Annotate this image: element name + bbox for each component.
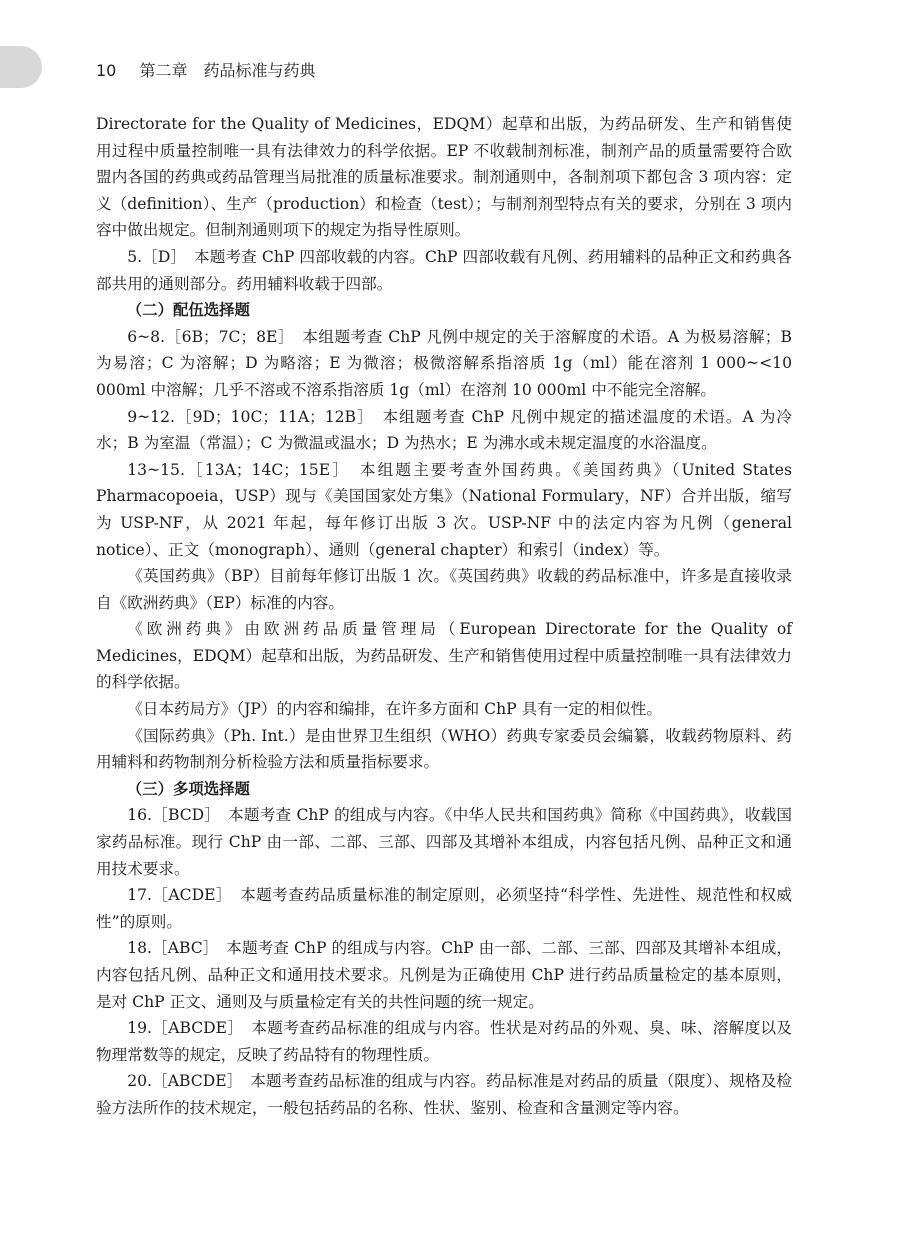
paragraph: 18.［ABC］ 本题考查 ChP 的组成与内容。ChP 由一部、二部、三部、四部及其增补本组成，内容包括凡例、品种正文和通用技术要求。凡例是为正确使用 ChP 进行药品质量检定的基本原则，是对 ChP 正文、通则及与质量检定有关的共性问题的统一规定。 — [96, 939, 792, 1011]
page-number: 10 — [96, 61, 117, 80]
section-heading: （二）配伍选择题 — [126, 301, 250, 320]
paragraph: 17.［ACDE］ 本题考查药品质量标准的制定原则，必须坚持“科学性、先进性、规范性和权威性”的原则。 — [96, 886, 792, 931]
body-text — [96, 111, 792, 1122]
running-header — [96, 58, 315, 81]
paragraph: Directorate for the Quality of Medicines，EDQM）起草和出版，为药品研发、生产和销售使用过程中质量控制唯一具有法律效力的科学依据。EP 不收载制剂标准，制剂产品的质量需要符合欧盟内各国的药典或药品管理当局批准的质量标准要求。制剂通则中，各制剂项下都包含 3 项内容：定义（definition）、生产（production）和检查（test）；与制剂剂型特点有关的要求，分别在 3 项内容中做出规定。但制剂通则项下的规定为指导性原则。 — [96, 115, 792, 240]
paragraph: 19.［ABCDE］ 本题考查药品标准的组成与内容。性状是对药品的外观、臭、味、溶解度以及物理常数等的规定，反映了药品特有的物理性质。 — [96, 1019, 792, 1064]
paragraph: 13~15.［13A；14C；15E］ 本组题主要考查外国药典。《美国药典》（United States Pharmacopoeia，USP）现与《美国国家处方集》（National Formulary，NF）合并出版，缩写为 USP-NF，从 2021 年起，每年修订出版 3 次。USP-NF 中的法定内容为凡例（general notice）、正文（monograph）、通则（general chapter）和索引（index）等。 — [96, 460, 792, 559]
paragraph: 《日本药局方》（JP）的内容和编排，在许多方面和 ChP 具有一定的相似性。 — [127, 700, 662, 719]
chapter-title: 第二章 药品标准与药典 — [139, 61, 316, 80]
paragraph: 16.［BCD］ 本题考查 ChP 的组成与内容。《中华人民共和国药典》简称《中国药典》，收载国家药品标准。现行 ChP 由一部、二部、三部、四部及其增补本组成，内容包括凡例、品种正文和通用技术要求。 — [96, 806, 792, 878]
paragraph: 5.［D］ 本题考查 ChP 四部收载的内容。ChP 四部收载有凡例、药用辅料的品种正文和药典各部共用的通则部分。药用辅料收载于四部。 — [96, 247, 792, 293]
paragraph: 《国际药典》（Ph. Int.）是由世界卫生组织（WHO）药典专家委员会编纂，收载药物原料、药用辅料和药物制剂分析检验方法和质量指标要求。 — [96, 726, 792, 772]
paragraph: 6~8.［6B；7C；8E］ 本组题考查 ChP 凡例中规定的关于溶解度的术语。A 为极易溶解；B 为易溶；C 为溶解；D 为略溶；E 为微溶；极微溶解系指溶质 1g（ml）能在溶剂 1 000~<10 000ml 中溶解；几乎不溶或不溶系指溶质 1g（ml）在溶剂 10 000ml 中不能完全溶解。 — [96, 327, 792, 399]
page-edge-tab — [0, 46, 42, 88]
paragraph: 《英国药典》（BP）目前每年修订出版 1 次。《英国药典》收载的药品标准中，许多是直接收录自《欧洲药典》（EP）标准的内容。 — [96, 567, 792, 612]
paragraph: 《欧洲药典》由欧洲药品质量管理局（European Directorate for the Quality of Medicines，EDQM）起草和出版，为药品研发、生产和销售使用过程中质量控制唯一具有法律效力的科学依据。 — [96, 620, 792, 692]
paragraph: 20.［ABCDE］ 本题考查药品标准的组成与内容。药品标准是对药品的质量（限度）、规格及检验方法所作的技术规定，一般包括药品的名称、性状、鉴别、检查和含量测定等内容。 — [96, 1072, 792, 1117]
paragraph: 9~12.［9D；10C；11A；12B］ 本组题考查 ChP 凡例中规定的描述温度的术语。A 为冷水；B 为室温（常温）；C 为微温或温水；D 为热水；E 为沸水或未规定温度的水浴温度。 — [96, 407, 792, 453]
section-heading: （三）多项选择题 — [126, 779, 250, 798]
